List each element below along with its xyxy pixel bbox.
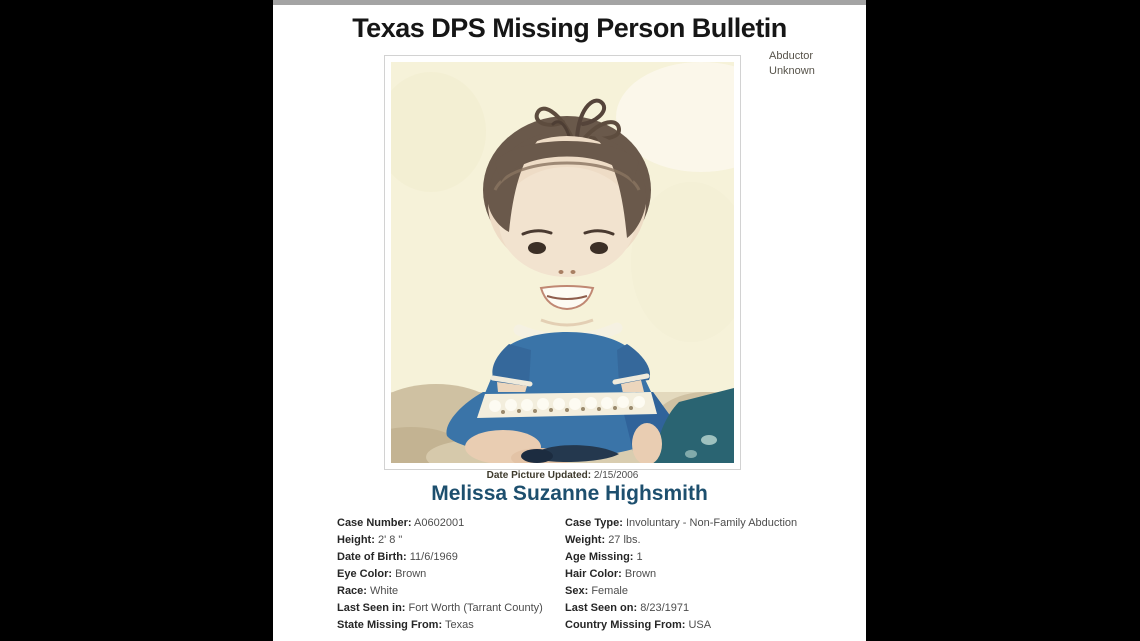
detail-race: Race: White xyxy=(337,585,399,597)
bulletin-title: Texas DPS Missing Person Bulletin xyxy=(352,13,787,43)
detail-row xyxy=(337,583,837,600)
abductor-note xyxy=(769,49,815,79)
detail-last-seen-on: Last Seen on: 8/23/1971 xyxy=(565,602,690,614)
missing-person-photo xyxy=(384,55,741,470)
detail-row xyxy=(337,600,837,617)
photo-caption-value: 2/15/2006 xyxy=(593,470,639,481)
details-grid xyxy=(337,515,837,634)
detail-sex: Sex: Female xyxy=(565,585,628,597)
abductor-note-line2: Unknown xyxy=(769,65,815,77)
detail-hair-color: Hair Color: Brown xyxy=(565,568,657,580)
detail-row xyxy=(337,566,837,583)
detail-last-seen-in: Last Seen in: Fort Worth (Tarrant County) xyxy=(337,602,543,614)
detail-date-of-birth: Date of Birth: 11/6/1969 xyxy=(337,551,458,563)
detail-age-missing: Age Missing: 1 xyxy=(565,551,643,563)
detail-case-type: Case Type: Involuntary - Non-Family Abduction xyxy=(565,517,798,529)
missing-person-photo-illustration xyxy=(391,62,734,463)
bulletin-page xyxy=(273,0,866,641)
detail-eye-color: Eye Color: Brown xyxy=(337,568,427,580)
detail-case-number: Case Number: A0602001 xyxy=(337,517,465,529)
detail-height: Height: 2' 8 " xyxy=(337,534,403,546)
detail-row xyxy=(337,549,837,566)
top-gray-strip xyxy=(273,0,866,5)
detail-state-missing-from: State Missing From: Texas xyxy=(337,619,474,631)
detail-row xyxy=(337,617,837,634)
detail-weight: Weight: 27 lbs. xyxy=(565,534,641,546)
photo-caption-label: Date Picture Updated: xyxy=(486,470,592,481)
detail-row xyxy=(337,532,837,549)
person-name: Melissa Suzanne Highsmith xyxy=(431,482,708,505)
detail-row xyxy=(337,515,837,532)
abductor-note-line1: Abductor xyxy=(769,50,814,62)
detail-country-missing-from: Country Missing From: USA xyxy=(565,619,712,631)
